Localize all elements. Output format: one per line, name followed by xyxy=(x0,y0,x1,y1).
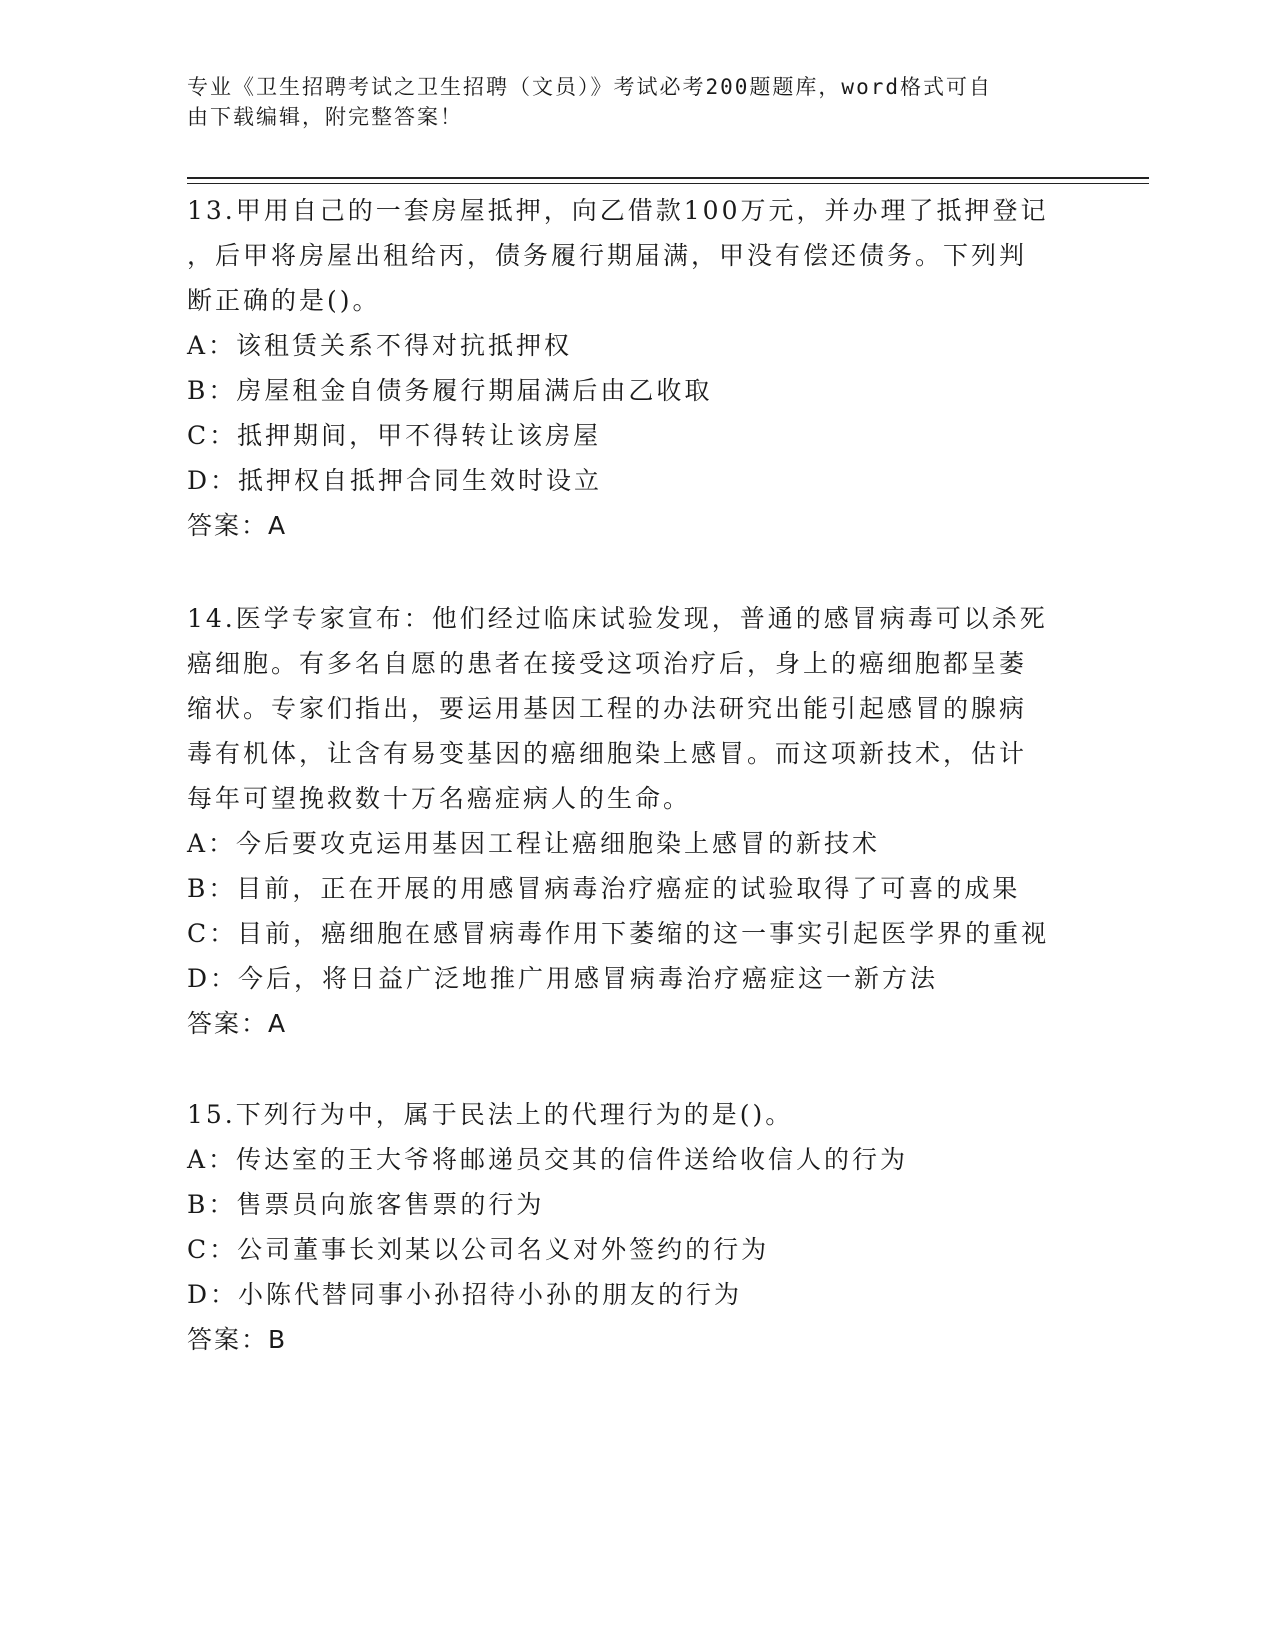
option-d: D：小陈代替同事小孙招待小孙的朋友的行为 xyxy=(187,1280,743,1309)
option-b: B：目前，正在开展的用感冒病毒治疗癌症的试验取得了可喜的成果 xyxy=(187,874,1021,903)
option-d: D：今后，将日益广泛地推广用感冒病毒治疗癌症这一新方法 xyxy=(187,964,939,993)
answer-line: 答案：A xyxy=(187,511,288,540)
question-stem-line: 缩状。专家们指出，要运用基因工程的办法研究出能引起感冒的腺病 xyxy=(187,694,1028,723)
question-stem-line: 毒有机体，让含有易变基因的癌细胞染上感冒。而这项新技术，估计 xyxy=(187,739,1028,768)
option-d: D：抵押权自抵押合同生效时设立 xyxy=(187,466,603,495)
answer-line: 答案：A xyxy=(187,1009,288,1038)
question-stem-line: 15.下列行为中，属于民法上的代理行为的是()。 xyxy=(187,1100,794,1129)
header-divider-thick xyxy=(187,177,1149,179)
header-line-1: 专业《卫生招聘考试之卫生招聘（文员）》考试必考200题题库，word格式可自 xyxy=(187,75,992,99)
option-b: B：售票员向旅客售票的行为 xyxy=(187,1190,545,1219)
question-14 xyxy=(187,596,1077,1046)
header-line-2: 由下载编辑，附完整答案！ xyxy=(187,105,463,129)
question-stem-line: ，后甲将房屋出租给丙，债务履行期届满，甲没有偿还债务。下列判 xyxy=(187,241,1028,270)
question-13 xyxy=(187,188,1077,548)
question-stem-line: 断正确的是()。 xyxy=(187,286,381,315)
question-stem-line: 每年可望挽救数十万名癌症病人的生命。 xyxy=(187,784,692,813)
option-c: C：公司董事长刘某以公司名义对外签约的行为 xyxy=(187,1235,770,1264)
option-b: B：房屋租金自债务履行期届满后由乙收取 xyxy=(187,376,713,405)
question-stem-line: 13.甲用自己的一套房屋抵押，向乙借款100万元，并办理了抵押登记 xyxy=(187,196,1049,225)
option-a: A：今后要攻克运用基因工程让癌细胞染上感冒的新技术 xyxy=(187,829,881,858)
option-a: A：传达室的王大爷将邮递员交其的信件送给收信人的行为 xyxy=(187,1145,909,1174)
answer-line: 答案：B xyxy=(187,1325,288,1354)
question-stem-line: 癌细胞。有多名自愿的患者在接受这项治疗后，身上的癌细胞都呈萎 xyxy=(187,649,1028,678)
option-c: C：抵押期间，甲不得转让该房屋 xyxy=(187,421,602,450)
question-stem-line: 14.医学专家宣布：他们经过临床试验发现，普通的感冒病毒可以杀死 xyxy=(187,604,1048,633)
option-c: C：目前，癌细胞在感冒病毒作用下萎缩的这一事实引起医学界的重视 xyxy=(187,919,1050,948)
option-a: A：该租赁关系不得对抗抵押权 xyxy=(187,331,573,360)
question-15 xyxy=(187,1092,1077,1362)
document-header xyxy=(187,72,1067,132)
header-divider-thin xyxy=(187,183,1149,184)
